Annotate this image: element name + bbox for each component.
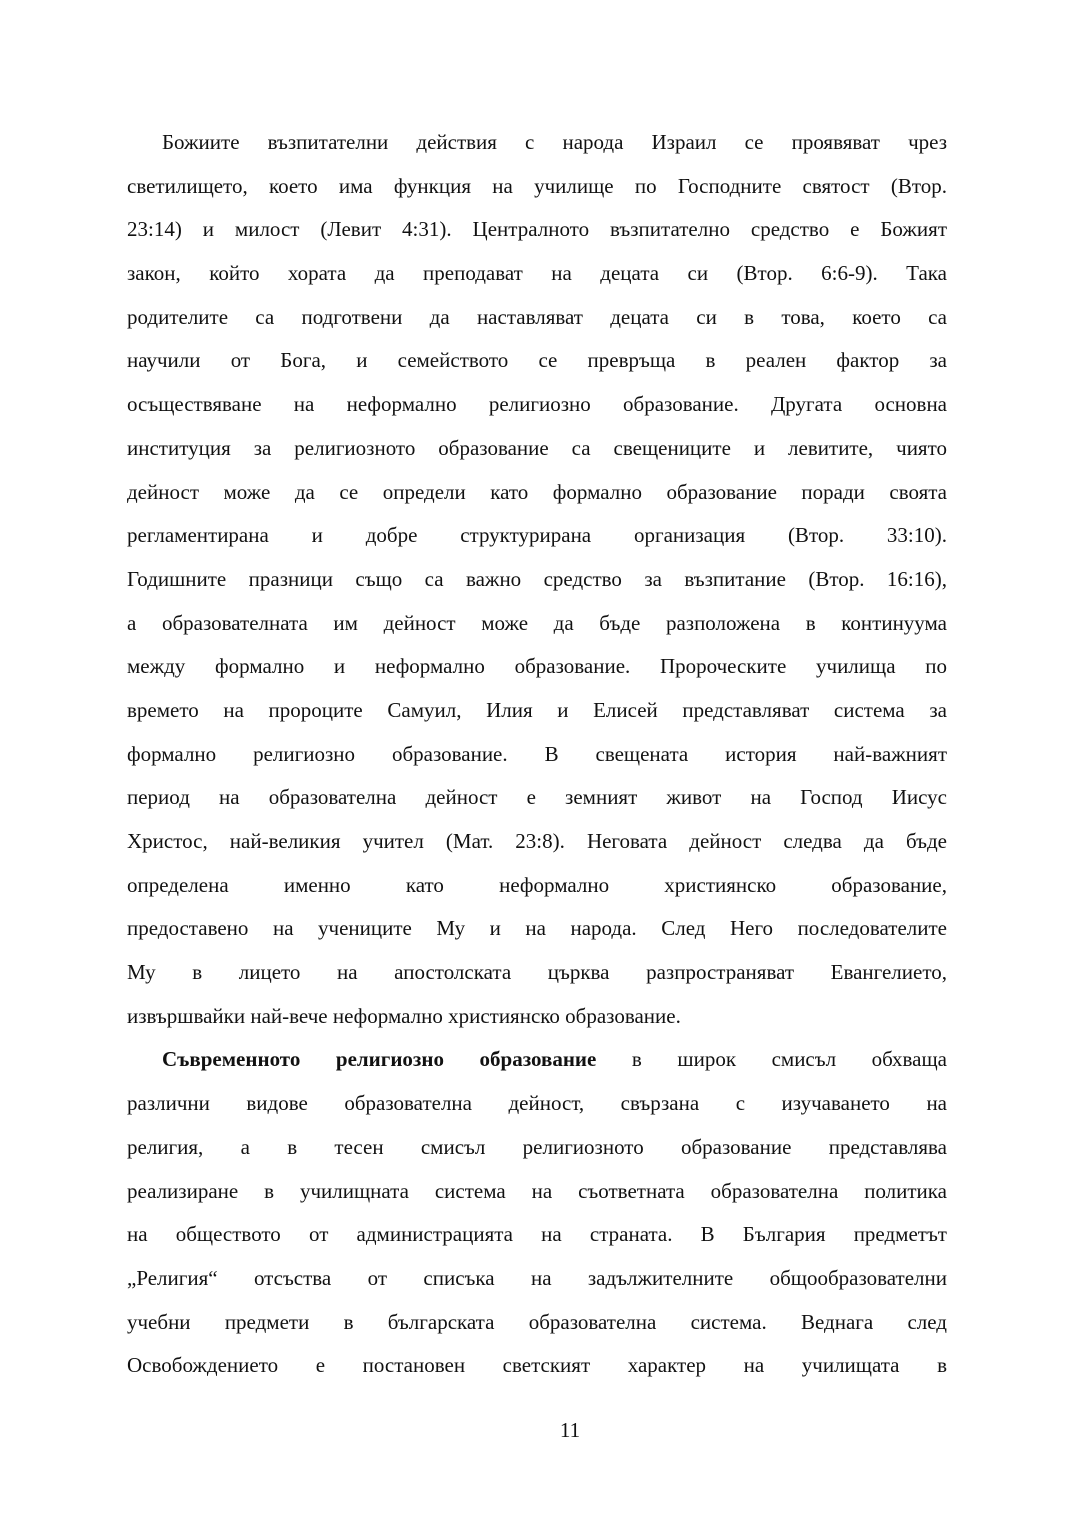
text-run: а образователната им дейност може да бъде разположена в континуума [127, 610, 947, 635]
text-run: научили от Бога, и семейството се превръща в реален фактор за [127, 348, 947, 373]
text-run: родителите са подготвени да наставляват децата си в това, което са [127, 304, 947, 329]
text-line [127, 602, 947, 646]
text-run: институция за религиозното образование са свещениците и левитите, чиято [127, 435, 947, 460]
text-run: на обществото от администрацията на страната. В България предметът [127, 1222, 947, 1247]
text-run: период на образователна дейност е земният живот на Господ Иисус [127, 785, 947, 810]
page-number: 11 [559, 1418, 581, 1442]
text-run: различни видове образователна дейност, свързана с изучаването на [127, 1091, 947, 1116]
text-run: в широк смисъл обхваща [596, 1047, 947, 1072]
text-line [127, 208, 947, 252]
text-line [127, 1344, 947, 1388]
text-line [127, 427, 947, 471]
text-line [127, 820, 947, 864]
text-line [127, 1257, 947, 1301]
text-line [127, 296, 947, 340]
text-line [127, 1082, 947, 1126]
text-run: предоставено на учениците Му и на народа. След Него последователите [127, 916, 947, 941]
text-run: Му в лицето на апостолската църква разпространяват Евангелието, [127, 960, 947, 985]
text-run: Годишните празници също са важно средство за възпитание (Втор. 16:16), [127, 566, 947, 591]
text-run: „Религия“ отсъства от списъка на задължителните общообразователни [127, 1265, 947, 1290]
text-line [127, 951, 947, 995]
text-run: извършвайки най-вече неформално християнско образование. [127, 1003, 681, 1028]
text-line [127, 864, 947, 908]
text-line [127, 995, 947, 1039]
text-line [127, 1213, 947, 1257]
text-line [127, 471, 947, 515]
text-line [127, 733, 947, 777]
text-run: времето на пророците Самуил, Илия и Елисей представляват система за [127, 697, 947, 722]
text-run: светилището, което има функция на училище по Господните святост (Втор. [127, 173, 947, 198]
text-line [127, 165, 947, 209]
text-line [127, 514, 947, 558]
text-line [127, 1038, 947, 1082]
text-line [127, 383, 947, 427]
text-run: Христос, най-великия учител (Мат. 23:8). Неговата дейност следва да бъде [127, 829, 947, 853]
text-line [127, 558, 947, 602]
text-line [127, 1126, 947, 1170]
text-block [127, 121, 947, 1388]
bold-run: Съвременното религиозно образование [162, 1047, 597, 1072]
text-line [127, 121, 947, 165]
text-run: 23:14) и милост (Левит 4:31). Централното възпитателно средство е Божият [127, 217, 947, 242]
text-run: реализиране в училищната система на съответната образователна политика [127, 1178, 947, 1203]
text-line [127, 907, 947, 951]
text-line [127, 1301, 947, 1345]
text-line [127, 776, 947, 820]
text-run: Освобождението е постановен светският характер на училищата в [127, 1353, 947, 1378]
text-run: формално религиозно образование. В свещената история най-важният [127, 741, 947, 766]
text-run: осъществяване на неформално религиозно образование. Другата основна [127, 392, 947, 417]
text-line [127, 645, 947, 689]
text-run: определена именно като неформално християнско образование, [127, 872, 947, 897]
text-line [127, 252, 947, 296]
text-run: Божиите възпитателни действия с народа Израил се проявяват чрез [162, 130, 947, 154]
text-line [127, 689, 947, 733]
text-run: учебни предмети в българската образователна система. Веднага след [127, 1309, 947, 1334]
text-run: дейност може да се определи като формално образование поради своята [127, 479, 947, 504]
text-line [127, 1170, 947, 1214]
text-run: закон, който хората да преподават на децата си (Втор. 6:6-9). Така [127, 261, 947, 286]
text-run: регламентирана и добре структурирана организация (Втор. 33:10). [127, 523, 947, 548]
text-run: религия, а в тесен смисъл религиозното образование представлява [127, 1134, 947, 1159]
text-line [127, 339, 947, 383]
text-run: между формално и неформално образование. Пророческите училища по [127, 654, 947, 679]
